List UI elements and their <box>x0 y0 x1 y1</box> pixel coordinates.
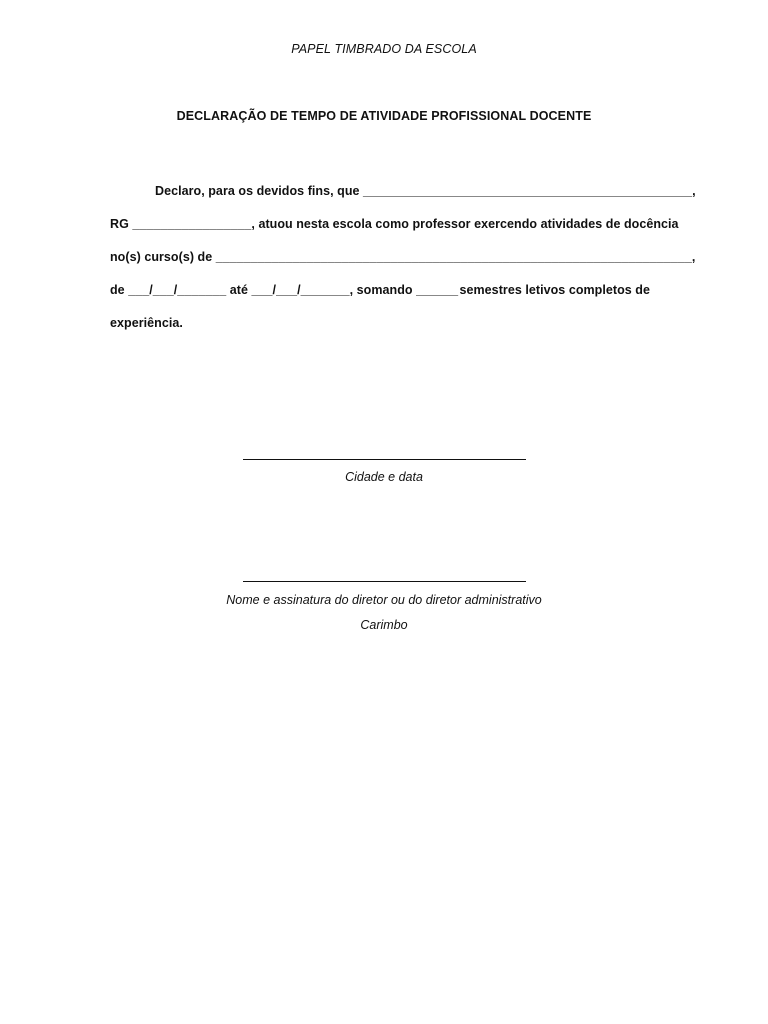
period-dates: de ___/___/_______ até ___/___/_______, somando ______ <box>110 283 459 297</box>
city-date-caption: Cidade e data <box>345 470 423 484</box>
city-date-line <box>243 459 526 460</box>
period-semesters: semestres letivos completos de <box>459 283 650 297</box>
director-signature-line <box>243 581 526 582</box>
letterhead: PAPEL TIMBRADO DA ESCOLA <box>291 42 477 56</box>
body-line-declarant: Declaro, para os devidos fins, que _______________________________________________, <box>155 184 696 198</box>
body-line-experience: experiência. <box>110 316 183 330</box>
document-title: DECLARAÇÃO DE TEMPO DE ATIVIDADE PROFISSIONAL DOCENTE <box>176 109 592 123</box>
body-line-rg: RG _________________, atuou nesta escola como professor exercendo atividades de docência <box>110 217 679 231</box>
body-line-courses: no(s) curso(s) de ____________________________________________________________________, <box>110 250 696 264</box>
director-signature-caption: Nome e assinatura do diretor ou do diretor administrativo <box>226 593 542 607</box>
stamp-label: Carimbo <box>360 618 408 632</box>
body-line-period <box>110 283 650 297</box>
